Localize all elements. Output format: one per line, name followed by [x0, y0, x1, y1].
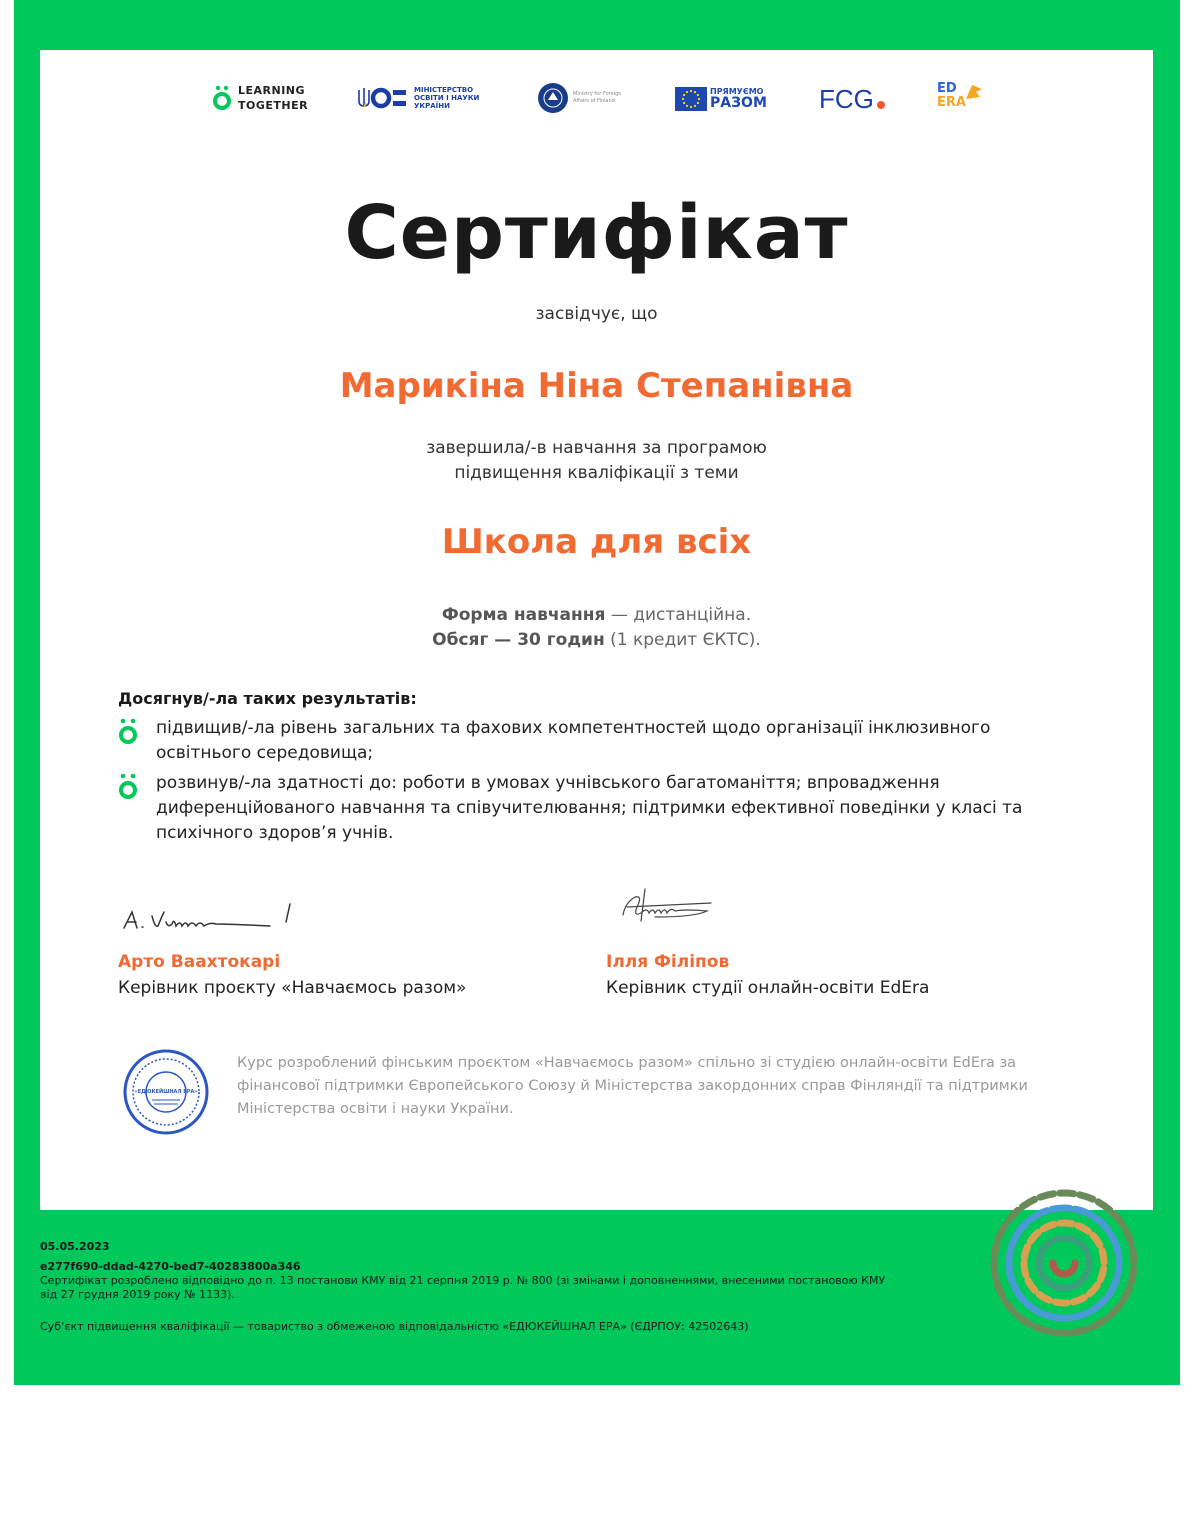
edera-flag-icon: [964, 83, 984, 101]
ministry-education-text: МІНІСТЕРСТВО ОСВІТИ І НАУКИ УКРАЇНИ: [414, 86, 480, 110]
learning-together-text: LEARNING TOGETHER: [238, 84, 309, 112]
signature-filipov: [615, 885, 720, 927]
decorative-swirl: [973, 1182, 1155, 1344]
results-heading: Досягнув/-ла таких результатів:: [118, 689, 417, 708]
form-value: — дистанційна.: [605, 605, 752, 625]
bullet-icon: [118, 771, 138, 801]
ministry-foreign-text: Ministry for Foreign Affairs of Finland: [573, 91, 622, 104]
provider-info: Суб’єкт підвищення кваліфікації — товариство з обмеженою відповідальністю «ЕДЮКЕЙШНАЛ ЕРА» (ЄДРПОУ: 42502643): [40, 1320, 749, 1333]
completed-text: [0, 436, 1193, 486]
course-title: Школа для всіх: [441, 522, 752, 562]
recipient-name: Марикіна Ніна Степанівна: [339, 366, 854, 406]
fcg-dot-icon: [877, 101, 885, 109]
certificate-id: e277f690-ddad-4270-bed7-40283800a346: [40, 1260, 301, 1273]
form-label: Форма навчання: [441, 605, 606, 625]
ministry-mark-icon: [370, 86, 408, 110]
eu-flag-icon: [675, 87, 707, 111]
signatory-2: [606, 952, 929, 998]
finland-emblem-icon: [537, 82, 569, 114]
edera-line2: ERA: [937, 95, 966, 110]
stamp-text: «ЕДЮКЕЙШНАЛ ЕРА»: [134, 1089, 198, 1095]
volume-label: Обсяг — 30 годин: [432, 630, 605, 650]
certificate-title: Сертифікат: [344, 190, 849, 276]
issue-date: 05.05.2023: [40, 1240, 110, 1253]
learning-together-logo: [212, 83, 308, 113]
eu-line1: ПРЯМУЄМО: [710, 87, 764, 96]
eu-line2: РАЗОМ: [710, 95, 767, 111]
fcg-text: FCG: [819, 84, 874, 114]
result-item: [118, 716, 1078, 766]
ministry-education-logo: [358, 86, 479, 110]
eu-logo: [675, 87, 767, 111]
result-item: [118, 771, 1078, 846]
volume-value: (1 кредит ЄКТС).: [604, 630, 761, 650]
result-text-2: розвинув/-ла здатності до: роботи в умовах учнівського багатоманіття; впровадження диференційованого навчання та співучителювання; підтримки ефективної поведінки у класі та психічного здоров’я учнів.: [156, 773, 1023, 843]
company-stamp: [122, 1048, 210, 1136]
learning-together-icon: [212, 84, 232, 112]
edera-logo: [937, 82, 984, 110]
signatory-2-role: Керівник студії онлайн-освіти EdEra: [606, 978, 930, 998]
result-text-1: підвищив/-ла рівень загальних та фахових компетентностей щодо організації інклюзивного освітнього середовища;: [156, 718, 991, 763]
signatory-2-name: Ілля Філіпов: [606, 952, 730, 972]
course-note: Курс розроблений фінським проєктом «Навчаємось разом» спільно зі студією онлайн-освіти EdEra за фінансової підтримки Європейського Союзу й Міністерства закордонних справ Фінляндії та підтримки Міністерства освіти і науки України.: [237, 1055, 1028, 1117]
signatory-1: [118, 952, 466, 998]
certifies-text: засвідчує, що: [535, 304, 658, 324]
certificate-footer: [40, 1240, 890, 1334]
ministry-foreign-affairs-logo: [537, 82, 621, 114]
study-details: [0, 603, 1193, 653]
partner-logos: [0, 80, 1193, 120]
signatory-1-role: Керівник проєкту «Навчаємось разом»: [118, 978, 467, 998]
signatory-1-name: Арто Ваахтокарі: [118, 952, 281, 972]
bullet-icon: [118, 716, 138, 746]
trident-icon: [358, 87, 370, 109]
completed-line1: завершила/-в навчання за програмою: [426, 438, 767, 458]
legal-basis: Сертифікат розроблено відповідно до п. 13 постанови КМУ від 21 серпня 2019 р. № 800 (зі змінами і доповненнями, внесеними постановою КМУ від 27 грудня 2019 року № 1133).: [40, 1274, 886, 1301]
fcg-logo: [819, 84, 885, 115]
edera-line1: ED: [937, 81, 957, 96]
signature-vaahtokari: [120, 898, 300, 938]
completed-line2: підвищення кваліфікації з теми: [454, 463, 739, 483]
